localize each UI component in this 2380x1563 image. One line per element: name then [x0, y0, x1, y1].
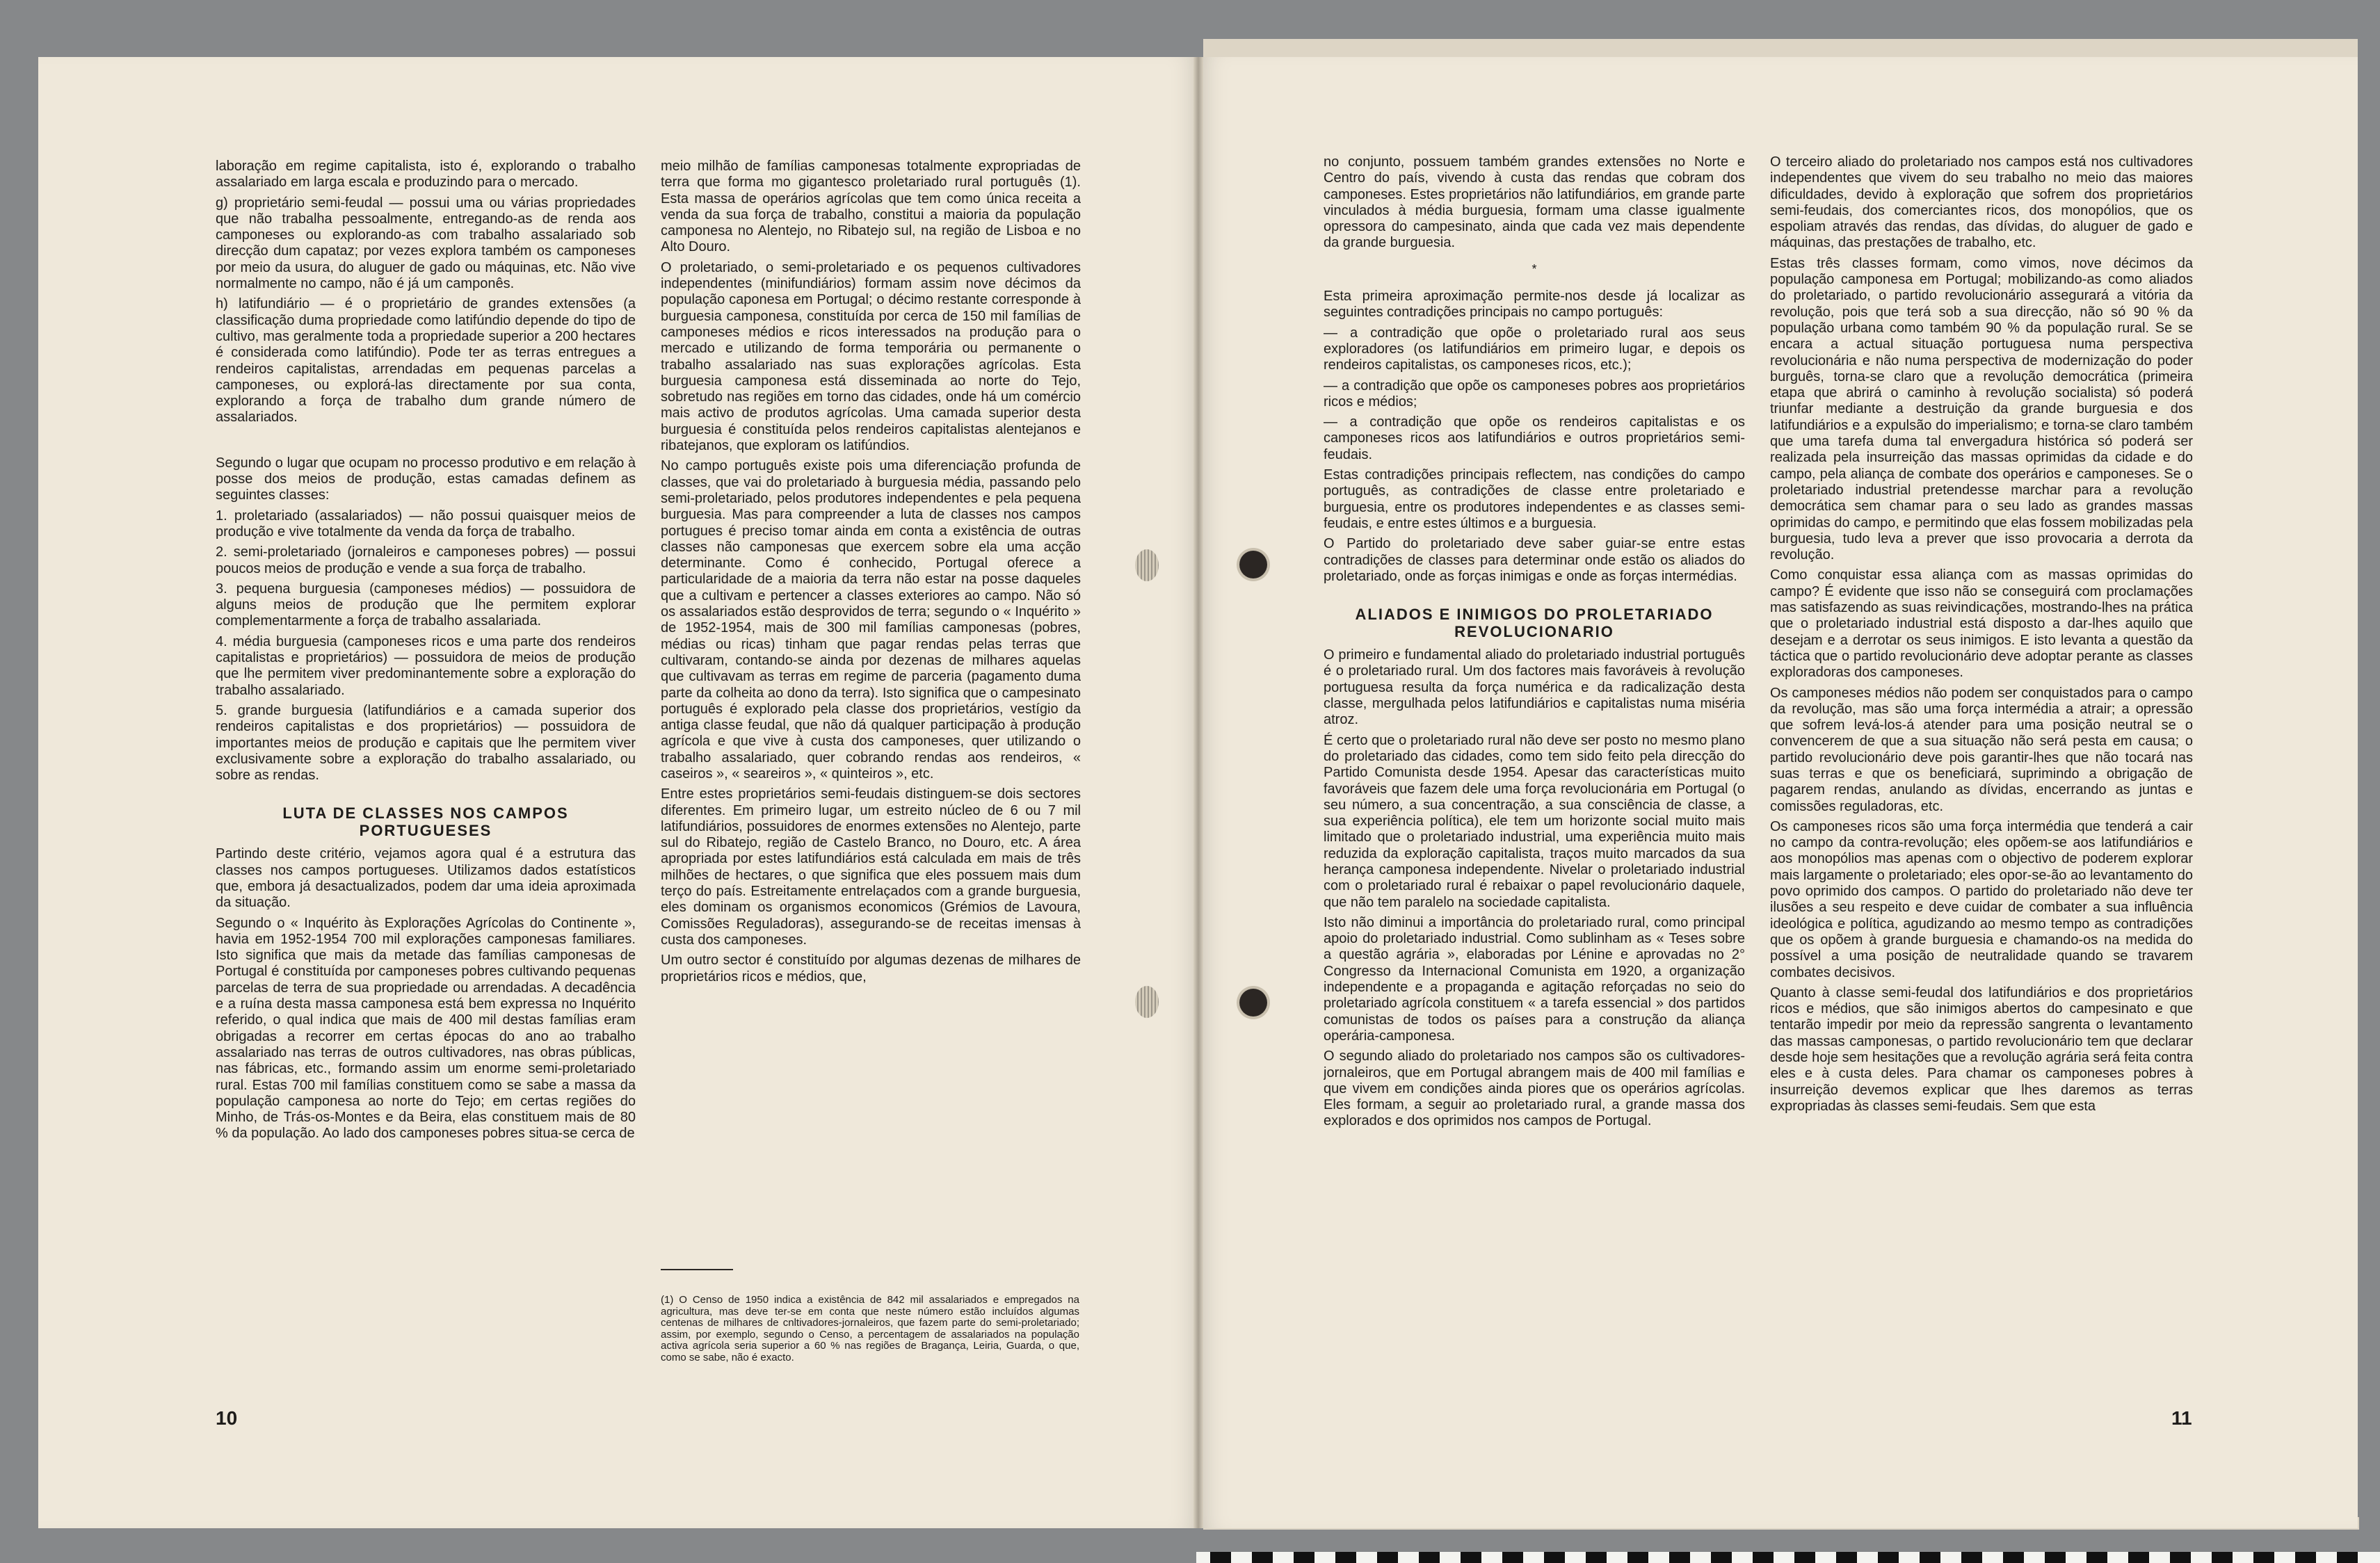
- paragraph: Um outro sector é constituído por algumas dezenas de milhares de proprietários ricos e médios, que,: [661, 953, 1081, 985]
- ruler-segment: [2337, 1552, 2358, 1563]
- binding-hole: [1239, 551, 1267, 578]
- paragraph: Como conquistar essa aliança com as massas oprimidas do campo? É evidente que isso não se conseguirá com proclamações mas satisfazendo as suas reivindicações, mostrando-lhes na prática que o proletariado industrial está disposto a dar-lhes aquilo que desejam e a derrotar os seus inimigos. E isto levanta a questão da táctica que o partido revolucionário deve adoptar perante as classes exploradoras dos camponeses.: [1770, 567, 2193, 681]
- paragraph: Os camponeses médios não podem ser conquistados para o campo da revolução, mas são uma força intermédia a atrair; a opressão que sofrem levá-los-á atender para uma posição neutral se o convencerem de que a sua situação não será pesta em causa; o partido revolucionário deve pois garantir-lhes que não tocará nas suas terras e que os beneficiará, suprimindo a obrigação de pagarem rendas, anulando as dívidas, encerrando as juntas e comissões reguladoras, etc.: [1770, 685, 2193, 814]
- ruler-segment: [2295, 1552, 2316, 1563]
- paragraph: g) proprietário semi-feudal — possui uma ou várias propriedades que não trabalha pessoalmente, entregando-as de renda aos camponeses ou explorando-as com trabalho assalariado sob direcção dum capataz; por vezes explora também os camponeses por meio da usura, do aluguer de gado ou máquinas, etc. Não vive normalmente no campo, não é já um camponês.: [216, 195, 636, 292]
- ruler-segment: [1544, 1552, 1565, 1563]
- ruler-segment: [2045, 1552, 2066, 1563]
- ruler-segment: [1878, 1552, 1899, 1563]
- paragraph: no conjunto, possuem também grandes extensões no Norte e Centro do país, vivendo à custa das rendas que cobram dos camponeses. Estes proprietários não latifundiários, em grande parte vinculados à média burguesia, formam uma classe igualmente opressora do campesinato, ainda que cada vez mais dependente da grande burguesia.: [1324, 154, 1745, 251]
- ruler-segment: [1669, 1552, 1690, 1563]
- ruler-segment: [2086, 1552, 2107, 1563]
- paragraph: h) latifundiário — é o proprietário de grandes extensões (a classificação duma propriedade como latifúndio depende do tipo de cultivo, mas geralmente toda a propriedade superior a 200 hectares é considerada como latifúndio). Pode ter as terras entregues a rendeiros capitalistas, arrendadas em pequenas parcelas a camponeses, ou explorá-las directamente por sua conta, explorando a força de trabalho dum grande número de assalariados.: [216, 296, 636, 426]
- paragraph: Partindo deste critério, vejamos agora qual é a estrutura das classes nos campos portugueses. Utilizamos dados estatísticos que, embora já desactualizados, podem dar uma ideia aproximada da situação.: [216, 846, 636, 911]
- paragraph: 1. proletariado (assalariados) — não possui quaisquer meios de produção e vive totalmente da venda da força de trabalho.: [216, 508, 636, 540]
- left-page-column-1: [216, 159, 636, 1410]
- paragraph: 4. média burguesia (camponeses ricos e uma parte dos rendeiros capitalistas e proprietários) — possuidora de meios de produção que lhe permitem viver predominantemente sobre a exploração do trabalho assalariado.: [216, 633, 636, 698]
- paragraph: — a contradição que opõe os rendeiros capitalistas e os camponeses ricos aos latifundiários e outros proprietários semi-feudais.: [1324, 414, 1745, 462]
- paragraph: — a contradição que opõe o proletariado rural aos seus exploradores (os latifundiários em primeiro lugar, e depois os rendeiros capitalistas, os camponeses ricos, etc.);: [1324, 325, 1745, 373]
- paragraph: O proletariado, o semi-proletariado e os pequenos cultivadores independentes (minifundiários) formam assim nove décimos da população caponesa em Portugal; o décimo restante corresponde à burguesia camponesa, constituída por cerca de 150 mil famílias de camponeses médios e ricos interessados na produção para o mercado e utilizando de forma temporária ou permanente o trabalho assalariado nas suas explorações agrícolas. Esta burguesia camponesa está disseminada ao norte do Tejo, sobretudo nas regiões em torno das cidades, onde há um comércio mais activo de produtos agrícolas. Uma camada superior desta burguesia é constituída pelos rendeiros capitalistas alentejanos e ribatejanos, que exploram os latifúndios.: [661, 259, 1081, 454]
- paragraph: 2. semi-proletariado (jornaleiros e camponeses pobres) — possui poucos meios de produção e vende a sua força de trabalho.: [216, 544, 636, 576]
- paragraph: Esta primeira aproximação permite-nos desde já localizar as seguintes contradições principais no campo português:: [1324, 289, 1745, 321]
- paragraph: laboração em regime capitalista, isto é, explorando o trabalho assalariado em larga escala e produzindo para o mercado.: [216, 159, 636, 191]
- ruler-segment: [2253, 1552, 2274, 1563]
- paragraph: Isto não diminui a importância do proletariado rural, como principal apoio do proletariado industrial. Como sublinham as « Teses sobre a questão agrária », elaboradas por Lénine e aprovadas no 2° Congresso da Internacional Comunista em 1920, a organização independente e a propaganda e agitação reforçadas no seio do proletariado agrícola constituem « a tarefa essencial » dos partidos comunistas de todos os países para a construção da aliança operária-camponesa.: [1324, 914, 1745, 1044]
- ruler-segment: [1586, 1552, 1607, 1563]
- ruler-segment: [1794, 1552, 1815, 1563]
- ruler-segment: [1961, 1552, 1982, 1563]
- section-separator: *: [1531, 261, 1537, 276]
- ruler-segment: [2003, 1552, 2024, 1563]
- paragraph: Estas três classes formam, como vimos, nove décimos da população camponesa em Portugal; mobilizando-as como aliados do proletariado, o partido revolucionário assegurará a vitória da revolução, pois que terá sob a sua direcção, não só 90 % da população urbana como também 90 % da população rural. Se se encara a actual situação portuguesa numa perspectiva revolucionária e não numa perspectiva de modernização do poder burguês, torna-se claro que a revolução democrática (primeira etapa que abrirá o caminho à revolução socialista) só poderá triunfar mediante a destruição da grande burguesia e dos latifundiários e a expulsão do imperialismo; e torna-se claro também que uma tarefa duma tal envergadura histórica só poderá ser realizada pela insurreição das massas oprimidas da cidade e do campo, pela aliança de combate dos operários e camponeses. Se o proletariado industrial pretendesse marchar para a revolução democrática sem chamar para o seu lado as grandes massas oprimidas do campo, e permitindo que elas fossem mobilizadas pela burguesia, tudo leva a prever que isso provocaria a derrota da revolução.: [1770, 255, 2193, 563]
- ruler-segment: [1294, 1552, 1314, 1563]
- paragraph: — a contradição que opõe os camponeses pobres aos proprietários ricos e médios;: [1324, 378, 1745, 410]
- paragraph: É certo que o proletariado rural não deve ser posto no mesmo plano do proletariado das cidades, como tem sido feito pela direcção do Partido Comunista desde 1954. Apesar das características muito favoráveis que fazem dele uma força revolucionária em Portugal (o seu número, a sua concentração, a sua consciência de classe, a sua experiência política), ele tem um horizonte social muito mais limitado que o proletariado industrial, uma experiência muito mais reduzida da exploração capitalista, traços muito marcados da sua herança camponesa independente. Nivelar o proletariado industrial com o proletariado rural é rebaixar o papel revolucionário daquele, que não tem paralelo na sociedade capitalista.: [1324, 732, 1745, 910]
- binding-hole-shadow: [1135, 986, 1159, 1018]
- ruler-segment: [1627, 1552, 1648, 1563]
- paragraph: Os camponeses ricos são uma força intermédia que tenderá a cair no campo da contra-revolução; eles opõem-se aos latifundiários e aos monopólios mas apenas com o objectivo de poderem explorar mais largamente o proletariado; eles opor-se-ão ao levantamento do povo oprimido dos campos. O partido do proletariado não deve ter ilusões a seu respeito e deve cuidar de combater a sua influência ideológica e política, agudizando ao mesmo tempo as contradições que os opõem à grande burguesia e chamando-os na medida do possível a uma posição de neutralidade quando se travarem combates decisivos.: [1770, 818, 2193, 980]
- ruler-segment: [2128, 1552, 2149, 1563]
- paragraph: Segundo o lugar que ocupam no processo produtivo e em relação à posse dos meios de produção, estas camadas definem as seguintes classes:: [216, 455, 636, 503]
- page-number: 10: [216, 1407, 238, 1429]
- paragraph: Segundo o « Inquérito às Explorações Agrícolas do Continente », havia em 1952-1954 700 mil explorações camponesas familiares. Isto significa que mais da metade das famílias camponesas de Portugal é constituída por camponeses pobres cultivando pequenas parcelas de terra de sua propriedade ou arrendadas. A decadência e a ruína desta massa camponesa está bem expressa no Inquérito referido, o qual indica que mais de 400 mil destas famílias eram obrigadas a recorrer em certas épocas do ano ao trabalho assalariado nas terras de outros cultivadores, nas obras públicas, nas fábricas, etc., formando assim um enorme semi-proletariado rural. Estas 700 mil famílias constituem como se sabe a massa da população camponesa ao norte do Tejo; em certas regiões do Minho, de Trás-os-Montes e da Beira, elas constituem mais de 80 % da população. Ao lado dos camponeses pobres situa-se cerca de: [216, 915, 636, 1142]
- ruler-segment: [1836, 1552, 1857, 1563]
- ruler-segment: [2170, 1552, 2191, 1563]
- paragraph: 5. grande burguesia (latifundiários e a camada superior dos rendeiros capitalistas e dos proprietários) — possuidora de importantes meios de produção e capitais que lhe permitem viver exclusivamente sobre a exploração do trabalho assalariado, ou sobre as rendas.: [216, 702, 636, 784]
- gutter: [1193, 57, 1203, 1528]
- binding-hole-shadow: [1135, 549, 1159, 581]
- right-page-column-2: [1770, 154, 2193, 1413]
- ruler-segment: [1377, 1552, 1398, 1563]
- ruler-segment: [1252, 1552, 1273, 1563]
- paragraph: Entre estes proprietários semi-feudais distinguem-se dois sectores diferentes. Em primeiro lugar, um estreito núcleo de 6 ou 7 mil latifundiários, possuidores de enormes extensões no Alentejo, parte sul do Ribatejo, região de Castelo Branco, no Douro, etc. A área apropriada por estes latifundiários está calculada em mais de três milhões de hectares, o que significa que eles possuem mais dum terço do país. Estreitamente entrelaçados com a grande burguesia, eles dominam os organismos economicos (Grémios de Lavoura, Comissões Reguladoras), assegurando-se de receitas imensas à custa dos camponeses.: [661, 786, 1081, 948]
- section-heading: ALIADOS E INIMIGOS DO PROLETARIADO REVOLUCIONARIO: [1355, 606, 1714, 641]
- ruler-segment: [1711, 1552, 1732, 1563]
- ruler-segment: [1419, 1552, 1440, 1563]
- ruler-segment: [1210, 1552, 1231, 1563]
- left-page-column-2: [661, 159, 1081, 1257]
- paragraph: O terceiro aliado do proletariado nos campos está nos cultivadores independentes que vivem do seu trabalho no meio das maiores dificuldades, devido à exploração que sofrem dos proprietários semi-feudais, dos comerciantes ricos, dos monopólios, que os espoliam através das rendas, das dívidas, do aluguer de gado e máquinas, das prestações de trabalho, etc.: [1770, 154, 2193, 251]
- paragraph: meio milhão de famílias camponesas totalmente expropriadas de terra que forma mo gigantesco proletariado rural português (1). Esta massa de operários agrícolas que tem como única receita a venda da sua força de trabalho, constitui a maioria da população camponesa no Alentejo, no Ribatejo sul, na região de Lisboa e no Alto Douro.: [661, 159, 1081, 255]
- section-heading: LUTA DE CLASSES NOS CAMPOS PORTUGUESES: [282, 804, 569, 840]
- scale-ruler: [1196, 1552, 2380, 1563]
- ruler-segment: [1920, 1552, 1940, 1563]
- right-page-column-1: [1324, 154, 1745, 1413]
- paragraph: Quanto à classe semi-feudal dos latifundiários e dos proprietários ricos e médios, que são inimigos abertos do campesinato e que tentarão impedir por meio da repressão sangrenta o levantamento das massas camponesas, o partido revolucionário tem que declarar desde hoje sem hesitações que a revolução agrária será feita contra eles e à custa deles. Para chamar os camponeses pobres à insurreição devemos explicar que lhes daremos as terras expropriadas às classes semi-feudais. Sem que esta: [1770, 985, 2193, 1114]
- ruler-segment: [1753, 1552, 1774, 1563]
- paragraph: No campo português existe pois uma diferenciação profunda de classes, que vai do proletariado à burguesia média, passando pelo semi-proletariado, pelos produtores independentes e pela pequena burguesia. Mas para compreender a luta de classes nos campos portugues é preciso tomar ainda em conta a existência de outras classes não camponesas que exercem sobre ela uma acção determinante. Como é conhecido, Portugal oferece a particularidade de a maioria da terra não estar na posse daqueles que a cultivam e pertencer a classes exteriores ao campo. Não só os assalariados estão desprovidos de terra; segundo o « Inquérito » de 1952-1954, mais de 300 mil famílias camponesas (pobres, médias ou ricas) tinham que pagar rendas pelas terras que cultivaram, contando-se ainda por dezenas de milhares aquelas que cultivavam as terras em regime de parceria (pagamento duma parte da colheita ao dono da terra). Isto significa que o campesinato português é explorado pela classe dos proprietários, vestígio da antiga classe feudal, que não dá qualquer participação à produção agrícola e que vive à custa dos camponeses, quer utilizando o trabalho assalariado, quer cobrando rendas aos rendeiros, « caseiros », « seareiros », « quinteiros », etc.: [661, 458, 1081, 782]
- binding-hole: [1239, 989, 1267, 1017]
- page-number: 11: [2171, 1407, 2192, 1429]
- paragraph: O segundo aliado do proletariado nos campos são os cultivadores-jornaleiros, que em Portugal abrangem mais de 400 mil famílias e que vivem em condições ainda piores que os operários agrícolas. Eles formam, a seguir ao proletariado rural, a grande massa dos explorados e dos oprimidos nos campos de Portugal.: [1324, 1048, 1745, 1129]
- paragraph: O Partido do proletariado deve saber guiar-se entre estas contradições de classes para determinar onde estão os aliados do proletariado, onde as forças inimigas e onde as forças intermédias.: [1324, 536, 1745, 584]
- paragraph: 3. pequena burguesia (camponeses médios) — possuidora de alguns meios de produção que lhe permitem explorar complementarmente a força de trabalho assalariada.: [216, 581, 636, 629]
- footnote-rule: [661, 1269, 733, 1270]
- ruler-segment: [2212, 1552, 2233, 1563]
- paragraph: Estas contradições principais reflectem, nas condições do campo português, as contradições de classe entre proletariado e burguesia, entre os produtores independentes e as classes semi-feudais, e entre estes últimos e a burguesia.: [1324, 467, 1745, 531]
- paragraph: O primeiro e fundamental aliado do proletariado industrial português é o proletariado rural. Um dos factores mais favoráveis à revolução portuguesa resulta da força numérica e da radicalização desta classe, mergulhada pelos latifundiários e capitalistas numa miséria atroz.: [1324, 647, 1745, 728]
- ruler-segment: [1335, 1552, 1356, 1563]
- ruler-segment: [1461, 1552, 1481, 1563]
- ruler-segment: [1502, 1552, 1523, 1563]
- footnote: (1) O Censo de 1950 indica a existência de 842 mil assalariados e empregados na agricultura, mas deve ter-se em conta que neste número estão incluídos algumas centenas de milhares de cnltivadores-jornaleiros, que fazem parte do semi-proletariado; assim, por exemplo, segundo o Censo, a percentagem de assalariados na população activa agrícola seria superior a 60 % nas regiões de Bragança, Leiria, Guarda, o que, como se sabe, não é exacto.: [661, 1294, 1079, 1363]
